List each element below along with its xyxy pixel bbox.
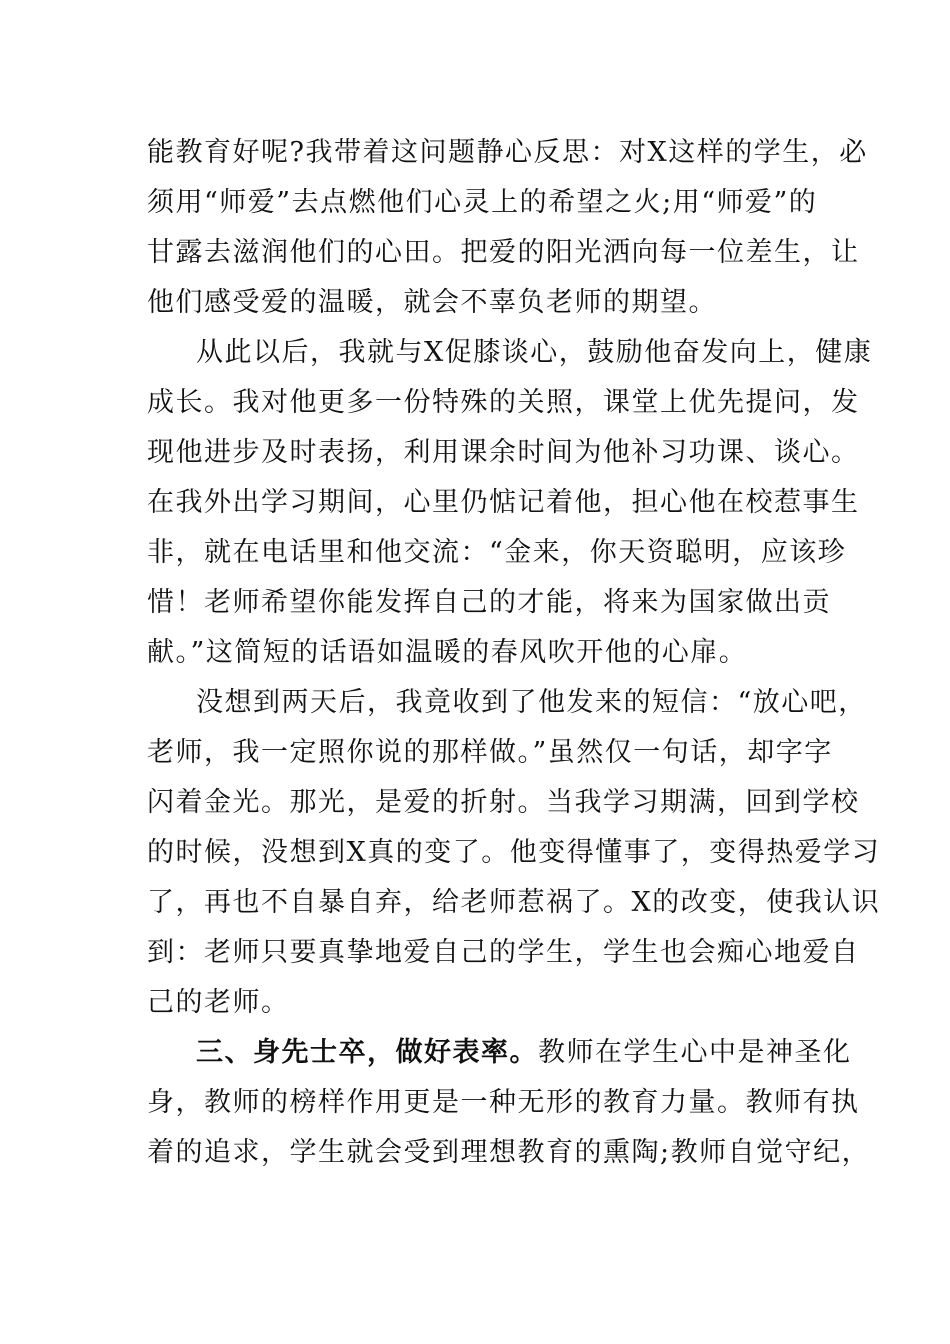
- section-heading: 三、身先士卒，做好表率。: [196, 1037, 538, 1068]
- text-line: 他们感受爱的温暖，就会不辜负老师的期望。: [147, 287, 717, 318]
- text-line: 在我外出学习期间，心里仍惦记着他，担心他在校惹事生: [147, 487, 860, 518]
- paragraph-first-line: 没想到两天后，我竟收到了他发来的短信：“放心吧，: [196, 687, 867, 718]
- text-line: 闪着金光。那光，是爱的折射。当我学习期满，回到学校: [147, 787, 860, 818]
- text-line: 到：老师只要真挚地爱自己的学生，学生也会痴心地爱自: [147, 937, 860, 968]
- section-heading-continuation: 教师在学生心中是神圣化: [538, 1037, 852, 1068]
- text-line: 现他进步及时表扬，利用课余时间为他补习功课、谈心。: [147, 437, 860, 468]
- text-line: 献。”这简短的话语如温暖的春风吹开他的心扉。: [147, 637, 748, 668]
- text-line: 成长。我对他更多一份特殊的关照，课堂上优先提问，发: [147, 387, 860, 418]
- text-line: 着的追求，学生就会受到理想教育的熏陶;教师自觉守纪，: [147, 1137, 871, 1168]
- text-line: 能教育好呢?我带着这问题静心反思：对X这样的学生，必: [147, 137, 868, 168]
- text-line: 身，教师的榜样作用更是一种无形的教育力量。教师有执: [147, 1087, 860, 1118]
- paragraph-first-line: 从此以后，我就与X促膝谈心，鼓励他奋发向上，健康: [196, 337, 873, 368]
- text-line: 己的老师。: [147, 987, 290, 1018]
- text-line: 的时候，没想到X真的变了。他变得懂事了，变得热爱学习: [147, 837, 881, 868]
- text-line: 须用“师爱”去点燃他们心灵上的希望之火;用“师爱”的: [147, 187, 818, 218]
- text-line: 甘露去滋润他们的心田。把爱的阳光洒向每一位差生，让: [147, 237, 860, 268]
- section-heading-line: [196, 1028, 852, 1078]
- text-line: 老师，我一定照你说的那样做。”虽然仅一句话，却字字: [147, 737, 833, 768]
- text-line: 了，再也不自暴自弃，给老师惹祸了。X的改变，使我认识: [147, 887, 881, 918]
- text-line: 非，就在电话里和他交流：“金来，你天资聪明，应该珍: [147, 537, 847, 568]
- text-line: 惜！老师希望你能发挥自己的才能，将来为国家做出贡: [147, 587, 831, 618]
